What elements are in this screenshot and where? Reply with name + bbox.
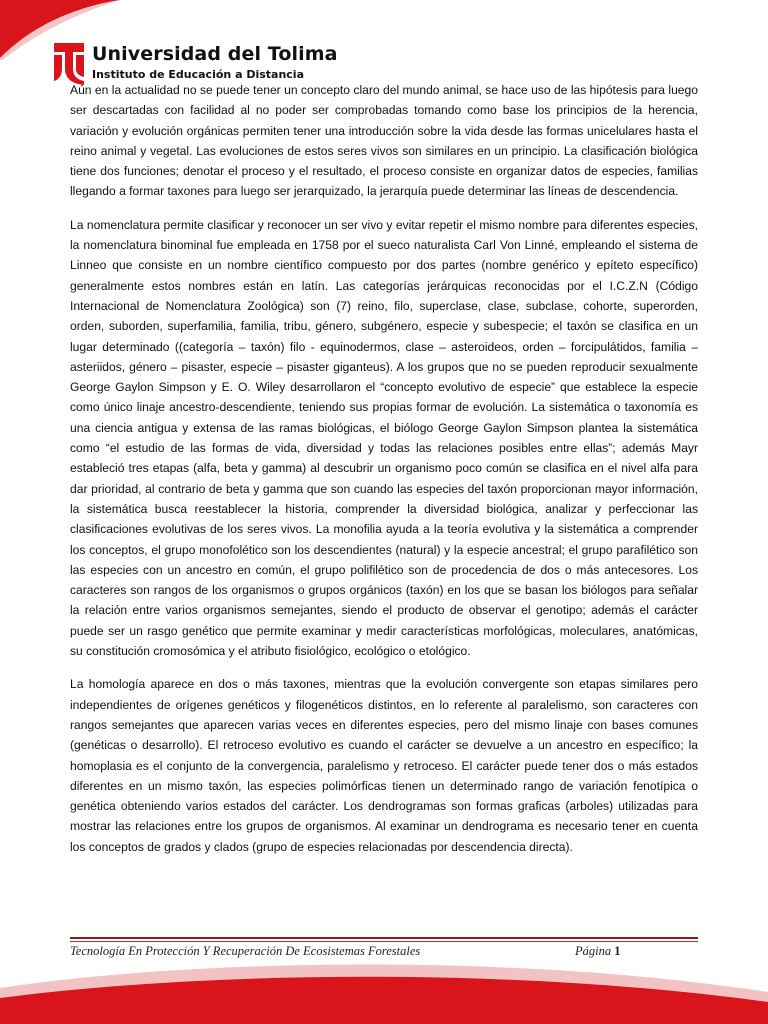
institute-name: Instituto de Educación a Distancia — [92, 68, 304, 81]
page-indicator — [575, 944, 620, 959]
header — [52, 43, 472, 85]
page-label: Página — [575, 944, 612, 958]
footer-divider — [70, 937, 698, 943]
university-name: Universidad del Tolima — [92, 43, 338, 65]
paragraph: La homología aparece en dos o más taxones, mientras que la evolución convergente son etapas similares pero independientes de orígenes genéticos y filogenéticos distintos, en lo referente al paralelismo, son caracteres con rangos semejantes que aparecen varias veces en diferentes especies, pero del mismo linaje con bases comunes (genéticas o desarrollo). El retroceso evolutivo es cuando el carácter se devuelve a un ancestro en específico; la homoplasia es el conjunto de la convergencia, paralelismo y retroceso. El carácter puede tener dos o más estados diferentes en un mismo taxón, las especies polimórficas tienen un determinado rango de variación fenotípica o genética obteniendo varios estados del carácter. Los dendrogramas son formas graficas (arboles) utilizadas para mostrar las relaciones entre los grupos de organismos. Al examinar un dendrograma es necesario tener en cuenta los conceptos de grados y clados (grupo de especies relacionadas por descendencia directa). — [70, 677, 698, 854]
document-body — [70, 80, 698, 870]
page-number: 1 — [614, 944, 621, 958]
bottom-decoration — [0, 958, 768, 1024]
university-logo — [52, 43, 86, 85]
footer-program: Tecnología En Protección Y Recuperación De Ecosistemas Forestales — [70, 944, 421, 958]
paragraph: Aún en la actualidad no se puede tener un concepto claro del mundo animal, se hace uso de las hipótesis para luego ser descartadas con facilidad al no poder ser comprobadas tomando como base los principios de la herencia, variación y evolución orgánicas permiten tener una introducción sobre la vida desde las formas unicelulares hasta el reino animal y vegetal. Las evoluciones de estos seres vivos son similares en un principio. La clasificación biológica tiene dos funciones; denotar el proceso y el resultado, el proceso consiste en organizar datos de especies, familias llegando a formar taxones para luego ser jerarquizado, la jerarquía puede determinar las líneas de descendencia. — [70, 83, 698, 199]
paragraph: La nomenclatura permite clasificar y reconocer un ser vivo y evitar repetir el mismo nombre para diferentes especies, la nomenclatura binominal fue empleada en 1758 por el sueco naturalista Carl Von Linné, empleando el sistema de Linneo que consiste en un nombre científico compuesto por dos partes (nombre genérico y epíteto específico) generalmente estos nombres están en latín. Las categorías jerárquicas reconocidas por el I.C.Z.N (Código Internacional de Nomenclatura Zoológica) son (7) reino, filo, superclase, clase, subclase, cohorte, superorden, orden, suborden, superfamilia, familia, tribu, género, subgénero, especie y subespecie; el taxón se clasifica en un lugar determinado ((categoría – taxón) filo - equinodermos, clase – asteroideos, orden – forcipulátidos, familia – asteriidos, género – pisaster, especie – pisaster giganteus). A los grupos que no se pueden reproducir sexualmente George Gaylon Simpson y E. O. Wiley desarrollaron el “concepto evolutivo de especie” que establece la especie como único linaje ancestro-descendiente, teniendo sus propias formar de evolución. La sistemática o taxonomía es una ciencia antigua y extensa de las ramas biológicas, el biólogo George Gaylon Simpson plantea la sistemática como “el estudio de las formas de vida, diversidad y todas las relaciones posibles entre ellas”; además Mayr estableció tres etapas (alfa, beta y gamma) al descubrir un organismo poco común se clasifica en el nivel alfa para dar prioridad, al contrario de beta y gamma que son cuando las especies del taxón proporcionan mayor información, la sistemática busca reestablecer la historia, comprender la diversidad biológica, analizar y perfeccionar las clasificaciones evolutivas de los seres vivos. La monofilia ayuda a la teoría evolutiva y la sistemática a comprender los conceptos, el grupo monofolético son los descendientes (natural) y la especie ancestral; el grupo parafilético son las especies con un ancestro en común, el grupo polifilético son de procedencia de dos o más antecesores. Los caracteres son rangos de los organismos o grupos orgánicos (taxón) en los que se basan los biólogos para señalar la relación entre varios organismos semejantes, siendo el producto de observar el genotipo; además el carácter puede ser un rasgo genético que permite examinar y medir características morfológicas, moleculares, anatómicas, su constitución cromosómica y el atributo fisiológico, ecológico o etológico. — [70, 217, 698, 659]
